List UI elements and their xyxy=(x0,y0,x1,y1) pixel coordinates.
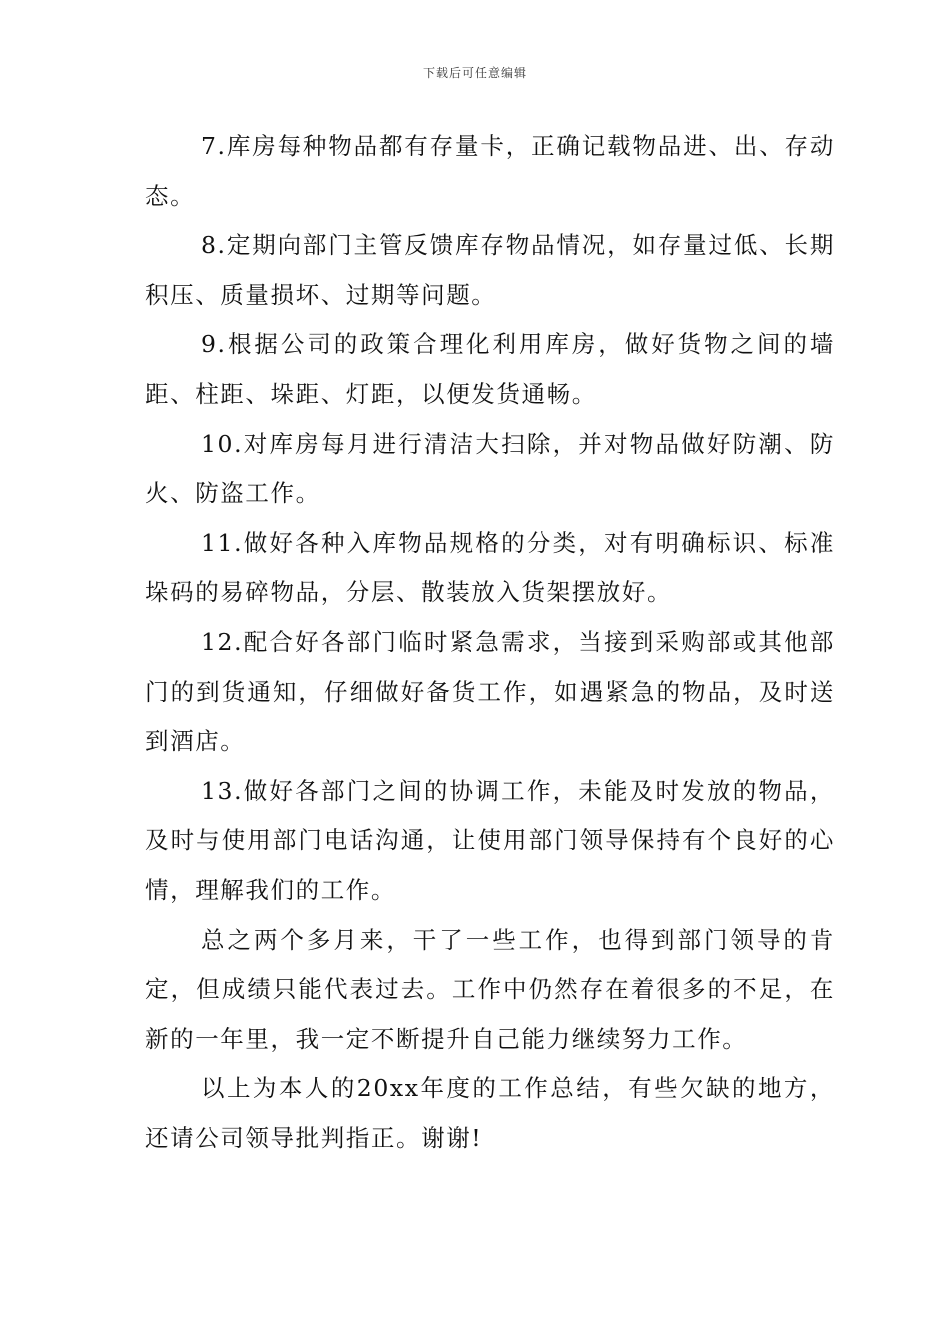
paragraph-item-9: 9.根据公司的政策合理化利用库房，做好货物之间的墙距、柱距、垛距、灯距，以便发货通畅。 xyxy=(145,330,835,408)
document-body xyxy=(145,122,835,1163)
paragraph-closing: 以上为本人的20xx年度的工作总结，有些欠缺的地方，还请公司领导批判指正。谢谢! xyxy=(145,1074,835,1152)
paragraph-item-13: 13.做好各部门之间的协调工作，未能及时发放的物品，及时与使用部门电话沟通，让使用部门领导保持有个良好的心情，理解我们的工作。 xyxy=(145,776,835,904)
paragraph-item-11: 11.做好各种入库物品规格的分类，对有明确标识、标准垛码的易碎物品，分层、散装放入货架摆放好。 xyxy=(145,528,835,607)
paragraph-item-7: 7.库房每种物品都有存量卡，正确记载物品进、出、存动态。 xyxy=(145,132,835,210)
header-note: 下载后可任意编辑 xyxy=(422,66,527,80)
paragraph-item-8: 8.定期向部门主管反馈库存物品情况，如存量过低、长期积压、质量损坏、过期等问题。 xyxy=(145,231,835,309)
paragraph-item-10: 10.对库房每月进行清洁大扫除，并对物品做好防潮、防火、防盗工作。 xyxy=(145,429,835,508)
paragraph-summary: 总之两个多月来，干了一些工作，也得到部门领导的肯定，但成绩只能代表过去。工作中仍然存在着很多的不足，在新的一年里，我一定不断提升自己能力继续努力工作。 xyxy=(145,925,835,1053)
paragraph-item-12: 12.配合好各部门临时紧急需求，当接到采购部或其他部门的到货通知，仔细做好备货工作，如遇紧急的物品，及时送到酒店。 xyxy=(145,627,835,756)
